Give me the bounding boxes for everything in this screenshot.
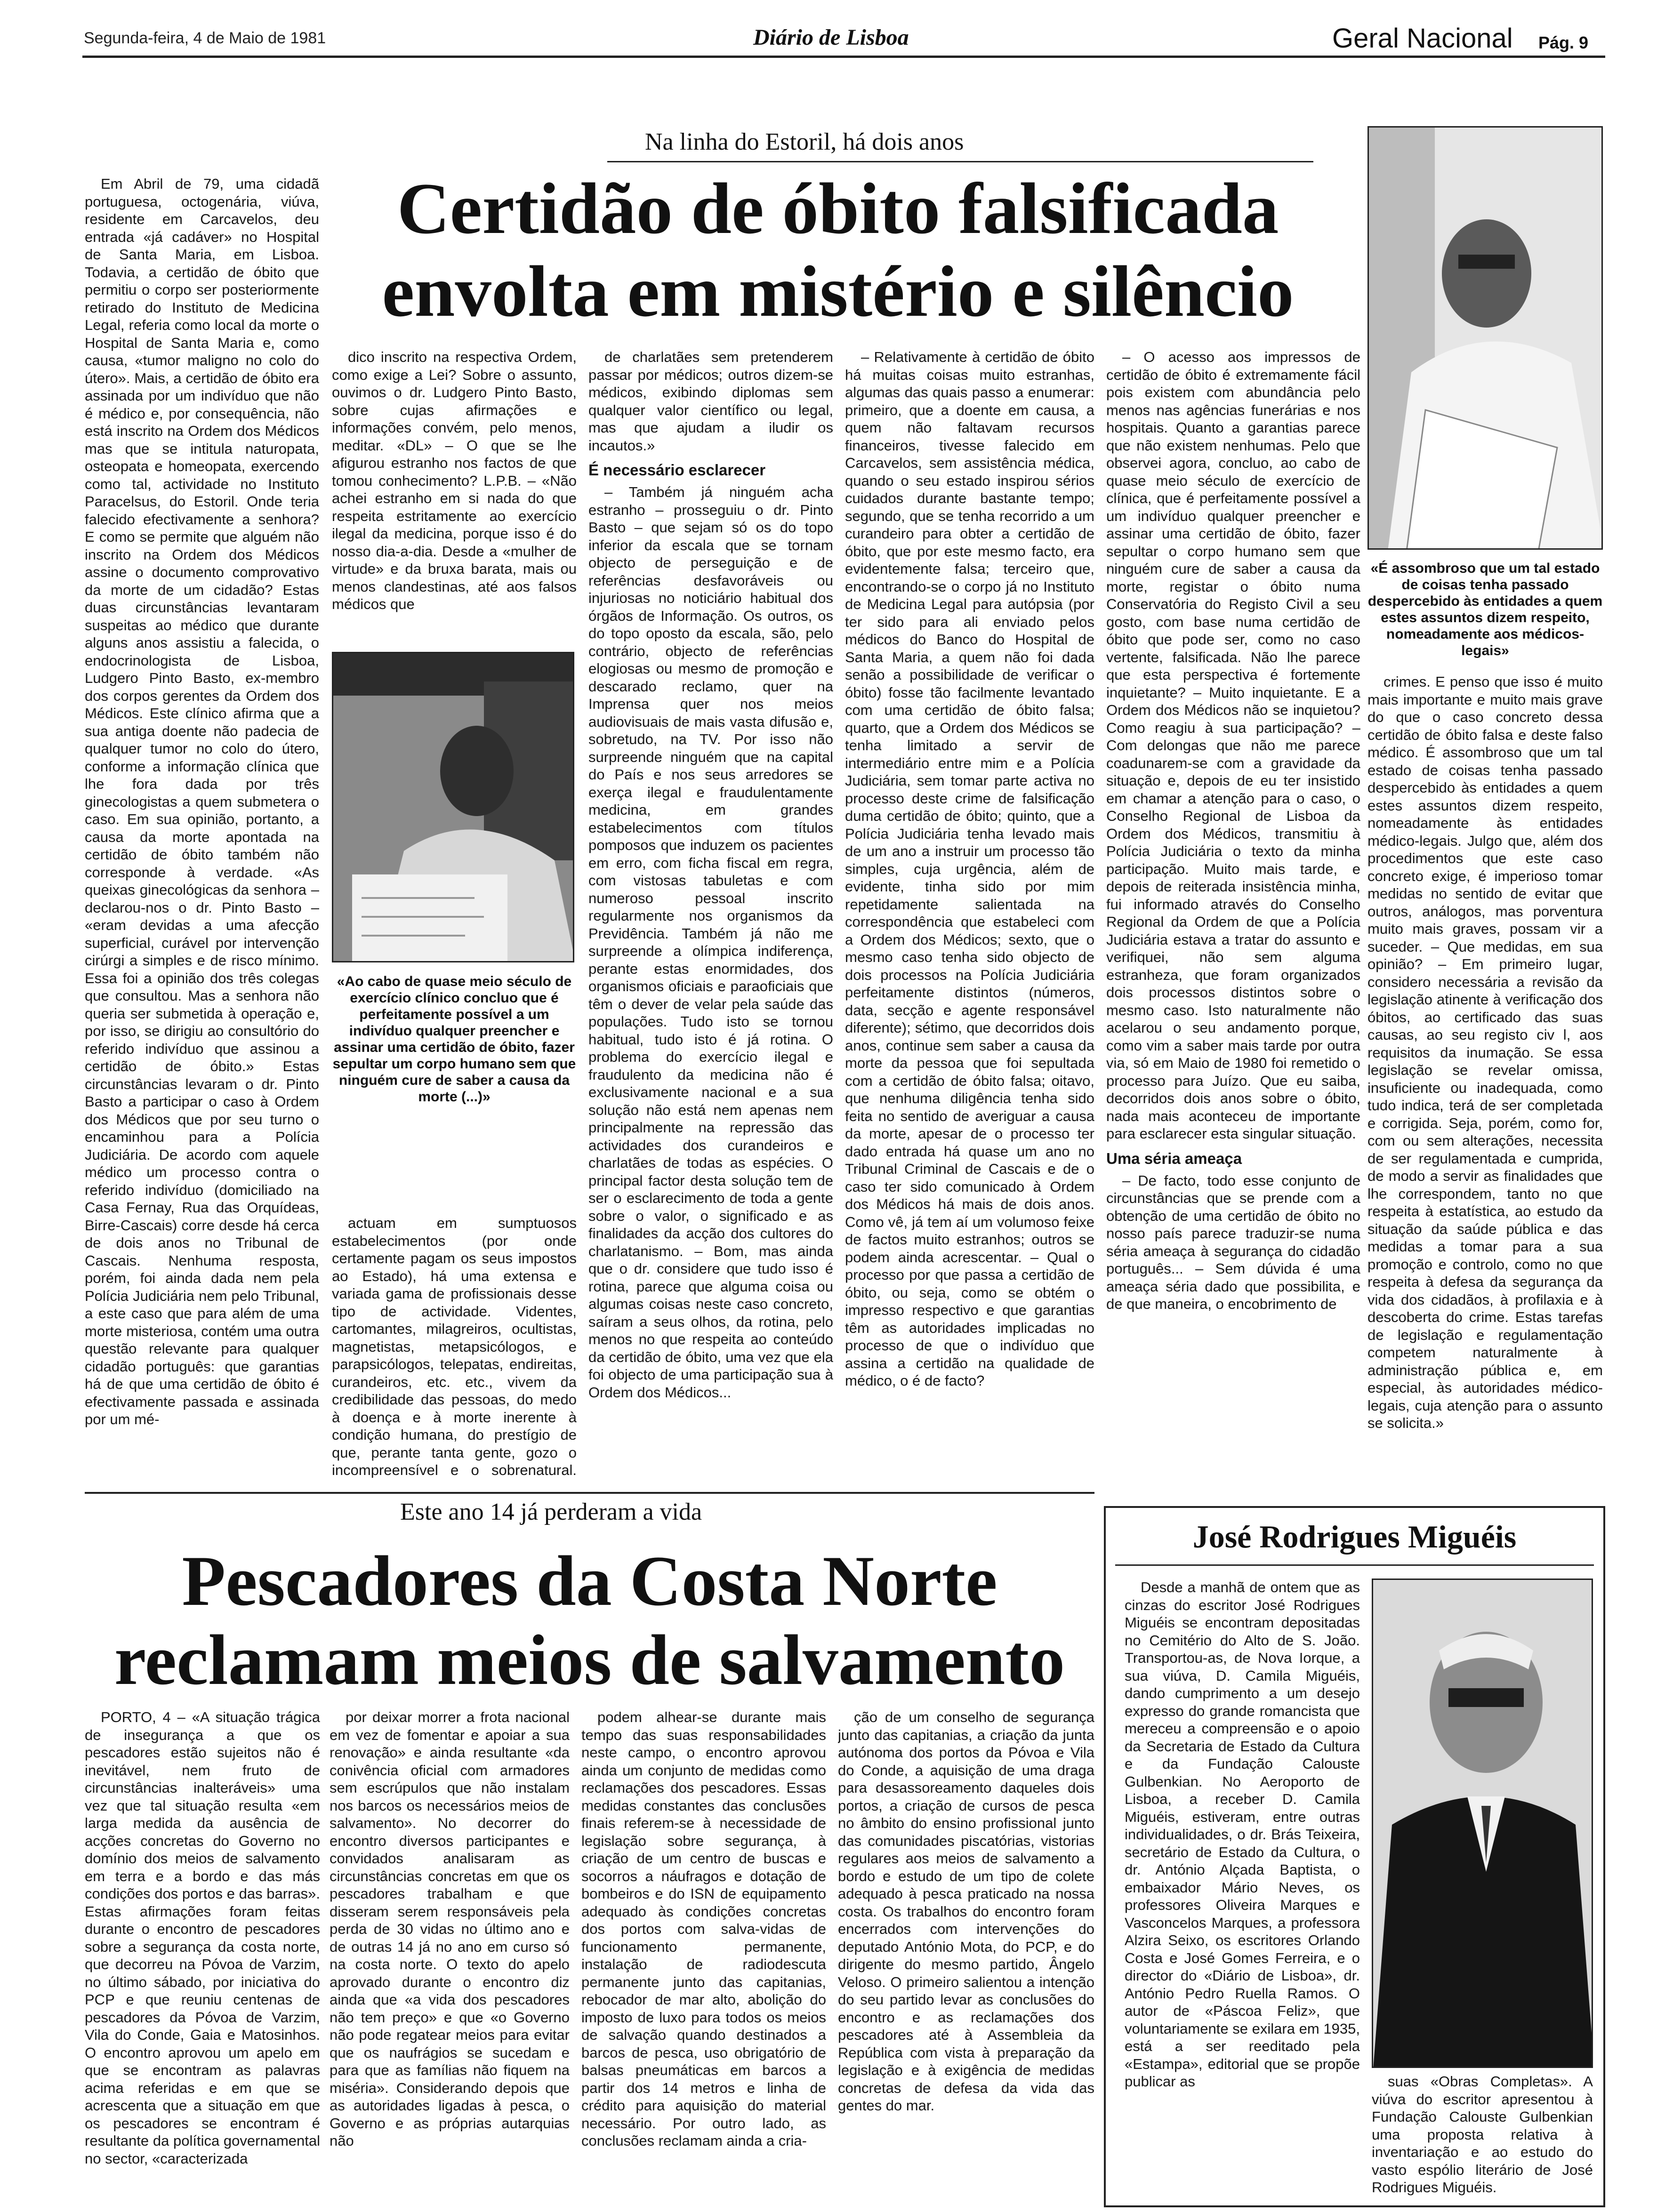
- photo2-caption: «É assombroso que um tal estado de coisas tenha passado despercebido às entidades a quem estes assuntos dizem respeito, nomeadamente aos médicos-legais»: [1367, 561, 1603, 658]
- article-text: por deixar morrer a frota nacional em vez de fomentar e apoiar a sua renovação» e ainda resultante «da conivência oficial com armadores sem escrúpulos que não instalam nos barcos os necessários meios de salvamento». No decorrer do encontro diversos participantes e convidados analisaram as circunstâncias concretas em que os pescadores trabalham e que disseram serem responsáveis pela perda de 30 vidas no último ano e de outras 14 já no ano em curso só na costa norte. O texto do apelo aprovado durante o encontro diz ainda que «a vida dos pescadores não tem preço» e que «o Governo não pode regatear meios para evitar que os naufrágios se sucedam e para que as famílias não fiquem na miséria». Considerando depois que as autoridades ligadas à pesca, o Governo e as próprias autarquias não: [330, 1709, 570, 2149]
- headline-line-1: Certidão de óbito falsificada: [397, 168, 1279, 249]
- miguéis-box: [1104, 1506, 1605, 2207]
- portrait-image: [1373, 1580, 1593, 2068]
- subheading: Uma séria ameaça: [1106, 1149, 1242, 1167]
- article-text: actuam em sumptuosos estabelecimentos (por onde certamente pagam os seus impostos ao Estado), há uma extensa e variada gama de profissionais desse tipo de actividade. Videntes, cartomantes, milagreiros, ocultistas, magnetistas, metapsicólogos, e parapsicólogos, telepatas, endireitas, curandeiros, etc. etc., vivem da credibilidade das pessoas, do medo à doença e à morte inerente à condição humana, do prestígio de que, perante tanta gente, gozo o incompreensível e o sobrenatural.: [332, 1215, 577, 1478]
- photo1-caption: «Ao cabo de quase meio século de exercício clínico concluo que é perfeitamente possível a um indivíduo qualquer preencher e assinar uma certidão de óbito, fazer sepultar um corpo humano sem que ninguém cure de saber a causa da morte (...)»: [332, 974, 576, 1105]
- subheading: É necessário esclarecer: [588, 461, 766, 479]
- headline-line-2: reclamam meios de salvamento: [114, 1620, 1065, 1699]
- story2-column-2: [330, 1708, 570, 2207]
- story2-column-1: [85, 1708, 320, 2207]
- doctor-photo-2: [1367, 126, 1603, 550]
- story3-headline: José Rodrigues Miguéis: [1192, 1519, 1517, 1555]
- story1-column-3: [588, 348, 833, 1478]
- article-text: de charlatães sem pretenderem passar por médicos; outros dizem-se médicos, exibindo diplomas sem qualquer valor científico ou legal, mas que ajudam a iludir os incautos.»: [588, 349, 833, 454]
- article-text: PORTO, 4 – «A situação trágica de insegurança a que os pescadores estão sujeitos não é inevitável, nem fruto de circunstâncias inalteráveis» uma vez que tal situação resulta «em larga medida da ausência de acções concretas do Governo no domínio dos meios de salvamento em terra e a bordo e das más condições dos portos e das barras». Estas afirmações foram feitas durante o encontro de pescadores sobre a segurança da costa norte, que decorreu na Póvoa de Varzim, no último sábado, por iniciativa do PCP e que reuniu centenas de pescadores da Póvoa de Varzim, Vila do Conde, Gaia e Matosinhos. O encontro aprovou um apelo em que se encontram as palavras acima referidas e em que se acrescenta que a situação em que os pescadores se encontram é resultante da política governamental no sector, «caracterizada: [85, 1709, 320, 2167]
- article-text: – De facto, todo esse conjunto de circunstâncias que se prende com a obtenção de uma certidão de óbito no nosso país parece traduzir-se numa séria ameaça à segurança do cidadão português... – Sem dúvida é uma ameaça séria dado que possibilita, e de que maneira, o encobrimento de: [1106, 1172, 1360, 1312]
- article-text: podem alhear-se durante mais tempo das suas responsabilidades neste campo, o encontro aprovou ainda um conjunto de medidas como reclamações dos pescadores. Essas medidas constantes das conclusões finais referem-se à necessidade de legislação sobre segurança, à criação de um centro de buscas e socorros a náufragos e dotação de bombeiros e do ISN de equipamento adequado às condições concretas dos portos com salva-vidas de funcionamento permanente, instalação de radiodescuta permanente junto das capitanias, rebocador de mar alto, abolição do imposto de luxo para todos os meios de salvação quando destinados a barcos de pesca, uso obrigatório de balsas pneumáticas em barcos a partir dos 14 metros e linha de crédito para aquisição do material necessário. Por outro lado, as conclusões reclamam ainda a cria-: [581, 1709, 826, 2149]
- doctor-photo-1: [332, 652, 574, 962]
- story2-column-3: [581, 1708, 826, 2207]
- story3-column-1: [1125, 1579, 1360, 2200]
- newspaper-name: Diário de Lisboa: [753, 25, 909, 50]
- article-text: dico inscrito na respectiva Ordem, como exige a Lei? Sobre o assunto, ouvimos o dr. Ludgero Pinto Basto, sobre cujas afirmações e informações convém, pelo menos, meditar. «DL» – O que se lhe afigurou estranho nos factos de que tomou conhecimento? L.P.B. – «Não achei estranho em si nada do que respeita estritamente ao exercício ilegal da medicina, porque isso é do nosso dia-a-dia. Desde a «mulher de virtude» e da bruxa barata, mais ou menos clandestinas, até aos falsos médicos que: [332, 349, 577, 612]
- article-text: ção de um conselho de segurança junto das capitanias, a criação da junta autónoma dos portos da Póvoa e Vila do Conde, a aquisição de uma draga para desassoreamento daqueles dois portos, a criação de cursos de pesca no âmbito do ensino profissional junto das comunidades piscatórias, vistorias regulares aos meios de salvamento a bordo e estudo de um tipo de colete adequado à pesca praticado na nossa costa. Os trabalhos do encontro foram encerrados com intervenções do deputado António Mota, do PCP, e do dirigente do mesmo partido, Ângelo Veloso. O primeiro salientou a intenção do seu partido levar as conclusões do encontro e as reclamações dos pescadores até à Assembleia da República com vista à preparação da legislação e à exigência de medidas concretas de defesa da vida das gentes do mar.: [838, 1709, 1094, 2114]
- section-name: Geral Nacional: [1332, 23, 1513, 54]
- headline-line-2: envolta em mistério e silêncio: [382, 251, 1294, 332]
- portrait-image: [1369, 128, 1603, 550]
- story2-headline: [85, 1541, 1094, 1699]
- article-text: suas «Obras Completas». A viúva do escritor apresentou à Fundação Calouste Gulbenkian uma proposta relativa à inventariação e ao estudo do vasto espólio literário de José Rodrigues Miguéis.: [1372, 2073, 1593, 2196]
- story1-column-6: [1367, 673, 1603, 1478]
- masthead-rule: [82, 56, 1605, 58]
- headline-line-1: Pescadores da Costa Norte: [182, 1541, 997, 1620]
- story2-column-4: [838, 1708, 1094, 2207]
- story1-column-2-top: [332, 348, 577, 640]
- article-text: – Também já ninguém acha estranho – prosseguiu o dr. Pinto Basto – que sejam só os do topo inferior da escala que se tornam objecto de perseguição e de referências desfavoráveis ou injuriosas no noticiário habitual dos órgãos de Informação. Os outros, os do topo oposto da escala, são, pelo contrário, objecto de referências elogiosas ou mesmo de promoção e descarado reclamo, quer na Imprensa quer nos meios audiovisuais de mais vasta difusão e, sobretudo, na TV. Por isso não surpreende ninguém que na capital do País e nos seus arredores se exerça ilegal e fraudulentamente medicina, em grandes estabelecimentos com títulos pomposos que induzem os pacientes em erro, com ficha fiscal em regra, com vistosas tabuletas e com numeroso pessoal inscrito regularmente nos organismos da Previdência. Também já não me surpreende a olímpica indiferença, perante estas enormidades, dos organismos oficiais e paraoficiais que têm o dever de velar pela saúde das populações. Tudo isto se tornou habitual, tudo isto é já rotina. O problema do exercício ilegal e fraudulento da medicina não é exclusivamente nacional e a sua solução não está nem apenas nem principalmente na repressão das actividades dos curandeiros e charlatães de todas as espécies. O principal factor desta solução tem de ser o esclarecimento de toda a gente sobre o valor, o significado e as finalidades da acção dos cultores do charlatanismo. – Bom, mas ainda que o dr. considere que tudo isso é rotina, parece que alguma coisa ou algumas coisas neste caso concreto, saíram a seus olhos, da rotina, pelo menos no que respeita ao conteúdo da certidão de óbito, uma vez que ela foi objecto de uma participação sua à Ordem dos Médicos...: [588, 484, 833, 1401]
- story1-column-2-bottom: [332, 1214, 577, 1478]
- kicker-rule: [607, 161, 1313, 162]
- story1-column-5: [1106, 348, 1360, 1478]
- issue-date: Segunda-feira, 4 de Maio de 1981: [84, 29, 326, 47]
- migueis-photo: [1372, 1579, 1593, 2068]
- story1-column-1: [85, 175, 319, 1476]
- story1-headline: [330, 167, 1346, 333]
- portrait-image: [333, 653, 574, 962]
- section-rule: [85, 1492, 1094, 1494]
- story2-kicker: Este ano 14 já perderam a vida: [400, 1499, 702, 1525]
- page-number: Pág. 9: [1538, 33, 1589, 52]
- story1-column-4: [845, 348, 1094, 1478]
- box-rule: [1115, 1564, 1594, 1566]
- article-text: – Relativamente à certidão de óbito há muitas coisas muito estranhas, algumas das quais passo a enumerar: primeiro, que a doente em causa, a quem não faltavam recursos financeiros, tivesse falecido em Carcavelos, sem assistência médica, quando o seu estado inspirou sérios cuidados durante bastante tempo; segundo, que se tenha recorrido a um curandeiro para obter a certidão de óbito, que por este mesmo facto, era evidentemente falsa; terceiro que, encontrando-se o corpo já no Instituto de Medicina Legal para autópsia (por ter sido para ali enviado pelos médicos do Banco do Hospital de Santa Maria, a quem não foi dada senão a possibilidade de verificar o óbito) fosse tão facilmente levantado com uma certidão de óbito falsa; quarto, que a Ordem dos Médicos se tenha limitado a servir de intermediário entre mim e a Polícia Judiciária, sem tomar parte activa no processo deste crime de falsificação duma certidão de óbito; quinto, que a Polícia Judiciária tenha levado mais de um ano a instruir um processo tão simples, cuja urgência, além de evidente, tinha sido por mim repetidamente salientada na correspondência que estabeleci com a Ordem dos Médicos; sexto, que o mesmo caso tenha sido objecto de dois processos na Polícia Judiciária perfeitamente distintos (números, data, secção e agente responsável diferente); sétimo, que decorridos dois anos, continue sem saber a causa da morte da pessoa que foi sepultada com a certidão de óbito falsa; oitavo, que nenhuma diligência tenha sido feita no sentido de averiguar a causa da morte, apesar de o processo ter dado entrada há quase um ano no Tribunal Criminal de Cascais e de o caso ter sido comunicado à Ordem dos Médicos há mais de dois anos. Como vê, já tem aí um volumoso feixe de factos muito estranhos; outros se podem ainda acrescentar. – Qual o processo por que passa a certidão de óbito, ou seja, como se obtém o impresso respectivo e que garantias têm as autoridades implicadas no processo de que o indivíduo que assina a certidão na qualidade de médico, o é de facto?: [845, 349, 1094, 1389]
- masthead: [0, 0, 1657, 71]
- story1-kicker: Na linha do Estoril, há dois anos: [645, 128, 964, 155]
- article-text: Desde a manhã de ontem que as cinzas do escritor José Rodrigues Miguéis se encontram depositadas no Cemitério do Alto de S. João. Transportou-as, de Nova Iorque, a sua viúva, D. Camila Miguéis, dando cumprimento a um desejo expresso do grande romancista que mereceu a compreensão e o apoio da Secretaria de Estado da Cultura e da Fundação Calouste Gulbenkian. No Aeroporto de Lisboa, a receber D. Camila Miguéis, estiveram, entre outras individualidades, o dr. Brás Teixeira, secretário de Estado da Cultura, o dr. António Alçada Baptista, o embaixador Mário Neves, os professores Oliveira Marques e Vasconcelos Marques, a professora Alzira Seixo, os escritores Orlando Costa e José Gomes Ferreira, e o director do «Diário de Lisboa», dr. António Pedro Ruella Ramos. O autor de «Páscoa Feliz», que voluntariamente se exilara em 1935, está a ser reeditado pela «Estampa», editorial que se propõe publicar as: [1125, 1579, 1360, 2090]
- article-text: – O acesso aos impressos de certidão de óbito é extremamente fácil pois existem com abundância pelo menos nas agências funerárias e nos hospitais. Quanto a garantias parece que não existem nenhumas. Pelo que observei agora, concluo, ao cabo de quase meio século de exercício de clínica, que é perfeitamente possível a um indivíduo qualquer preencher e assinar uma certidão de óbito, fazer sepultar o corpo humano sem que ninguém cure de saber a causa da morte, registar o óbito numa Conservatória do Registo Civil a seu gosto, com base numa certidão de óbito que pode ser, como no caso vertente, falsificada. Não lhe parece que esta perspectiva é fortemente inquietante? – Muito inquietante. E a Ordem dos Médicos não se inquietou? Como reagiu à sua participação? – Com delongas que não me parece coadunarem-se com a gravidade da situação e, depois de eu ter insistido em chamar a atenção para o caso, o Conselho Regional de Lisboa da Ordem dos Médicos, transmitiu à Polícia Judiciária o texto da minha participação. Muito mais tarde, e depois de reiterada insistência minha, fui informado através do Conselho Regional da Ordem de que a Polícia Judiciária estava a tratar do assunto e verifiquei, não sem alguma estranheza, que foram organizados dois processos distintos sobre o mesmo caso. Isto naturalmente não acelarou o seu andamento porque, como vim a saber mais tarde por outra via, só em Maio de 1980 foi remetido o processo para Juízo. Que eu saiba, decorridos dois anos sobre o óbito, nada mais aconteceu de importante para esclarecer esta singular situação.: [1106, 349, 1360, 1142]
- article-text: Em Abril de 79, uma cidadã portuguesa, octogenária, viúva, residente em Carcavelos, deu entrada «já cadáver» no Hospital de Santa Maria, em Lisboa. Todavia, a certidão de óbito que permitiu o corpo ser posteriormente retirado do Instituto de Medicina Legal, referia como local da morte o Hospital de Santa Maria e, como causa, «tumor maligno no colo do útero». Mais, a certidão de óbito era assinada por um indivíduo que não é médico e, por consequência, não está inscrito na Ordem dos Médicos mas que se intitula naturopata, osteopata e homeopata, exercendo como tal, actividade no Instituto Paracelsus, do Estoril. Onde teria falecido efectivamente a senhora? E como se permite que alguém não inscrito na Ordem dos Médicos assine o documento comprovativo da morte de um cidadão? Estas duas circunstâncias levantaram suspeitas ao médico que durante alguns anos assistiu a falecida, o endocrinologista de Lisboa, Ludgero Pinto Basto, ex-membro dos corpos gerentes da Ordem dos Médicos. Este clínico afirma que a sua antiga doente não padecia de qualquer tumor no colo do útero, conforme a informação clínica que lhe fora dada por três ginecologistas a quem submetera o caso. Em sua opinião, portanto, a causa da morte apontada na certidão de óbito também não corresponde à verdade. «As queixas ginecológicas da senhora – declarou-nos o dr. Pinto Basto – «eram devidas a uma afecção superficial, curável por intervenção cirúrgi a simples e de risco mínimo. Essa foi a opinião dos três colegas que consultou. Mas a senhora não queria ser submetida à operação e, por isso, se dirigiu ao consultório do referido indivíduo que assinou a certidão de óbito.» Estas circunstâncias levaram o dr. Pinto Basto a participar o caso à Ordem dos Médicos que por seu turno o encaminhou para a Polícia Judiciária. De acordo com aquele médico um processo contra o referido indivíduo (domiciliado na Casa Fernay, Rua das Orquídeas, Birre-Cascais) corre desde há cerca de dois anos no Tribunal de Cascais. Nenhuma resposta, porém, foi ainda dada nem pela Polícia Judiciária nem pelo Tribunal, a este caso que para além de uma morte misteriosa, contém uma outra questão relevante para qualquer cidadão português: que garantias há de que uma certidão de óbito é efectivamente passada e assinada por um mé-: [85, 176, 319, 1427]
- article-text: crimes. E penso que isso é muito mais importante e muito mais grave do que o caso concreto dessa certidão de óbito falsa e deste falso médico. É assombroso que um tal estado de coisas tenha passado despercebido às entidades a quem estes assuntos dizem respeito, nomeadamente às entidades médico-legais. Julgo que, além dos procedimentos que este caso concreto exige, é imperioso tomar medidas no sentido de evitar que outros, análogos, mas porventura muito mais graves, possam vir a suceder. – Que medidas, em sua opinião? – Em primeiro lugar, considero necessária a revisão da legislação atinente à verificação dos óbitos, ao certificado das suas causas, ao seu registo civ l, aos requisitos da inumação. Se essa legislação se revelar omissa, insuficiente ou inadequada, como tudo indica, terá de ser completada e corrigida. Seja, porém, como for, com ou sem alterações, necessita de ser regulamentada e cumprida, de modo a servir as finalidades que lhe correspondem, tanto no que respeita à estatística, ao estudo da situação da saúde pública e das medidas a tomar para a sua promoção e controlo, como no que respeita à defesa da segurança da vida dos cidadãos, à profilaxia e à descoberta do crime. Estas tarefas de legislação e regulamentação competem naturalmente à administração pública e, em especial, às autoridades médico-legais, cuja atenção para o assunto se solicita.»: [1367, 673, 1603, 1431]
- story3-column-2: [1372, 2073, 1593, 2200]
